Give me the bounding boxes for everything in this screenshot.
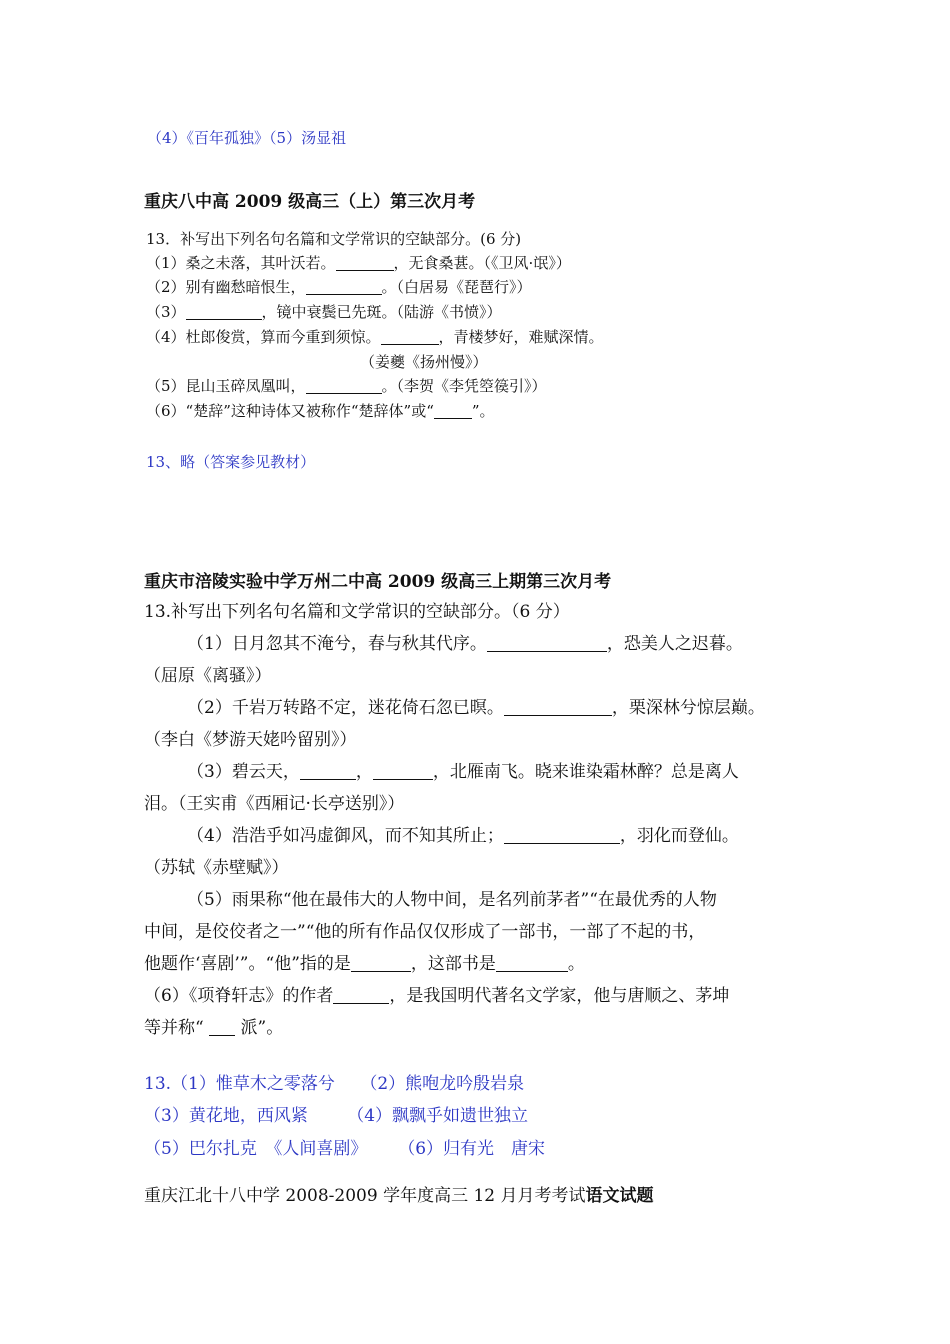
question-line: （苏轼《赤壁赋》） — [144, 858, 289, 878]
question-item: （1）桑之未落，其叶沃若。 ，无食桑葚。（《卫风·氓》） — [146, 254, 571, 272]
section-heading-1: 重庆八中高 2009 级高三（上）第三次月考 — [144, 192, 476, 212]
question-item: （5）昆山玉碎凤凰叫， 。（李贺《李凭箜篌引》） — [146, 377, 547, 395]
question-line: （屈原《离骚》） — [144, 666, 272, 686]
answer-line-1: 13、略（答案参见教材） — [146, 453, 316, 471]
section-heading-2: 重庆市涪陵实验中学万州二中高 2009 级高三上期第三次月考 — [144, 572, 612, 592]
question-title-1: 13．补写出下列名句名篇和文学常识的空缺部分。(6 分) — [146, 230, 522, 248]
question-item: （3） ，镜中衰鬓已先斑。（陆游《书愤》） — [146, 303, 502, 321]
question-line: （李白《梦游天姥吟留别》） — [144, 730, 357, 750]
question-line: 他题作‘喜剧’”。“他”指的是 ，这部书是 。 — [144, 954, 585, 974]
question-item: （6）“楚辞”这种诗体又被称作“楚辞体”或“ ”。 — [146, 402, 495, 420]
question-line: （1）日月忽其不淹兮，春与秋其代序。 ，恐美人之迟暮。 — [187, 634, 743, 654]
question-line: （6）《项脊轩志》的作者 ，是我国明代著名文学家，他与唐顺之、茅坤 — [144, 986, 730, 1006]
question-line: （2）千岩万转路不定，迷花倚石忽已暝。 ，栗深林兮惊层巅。 — [187, 698, 765, 718]
answer-line: （5）巴尔扎克 《人间喜剧》 （6）归有光 唐宋 — [144, 1139, 546, 1159]
question-item: （2）别有幽愁暗恨生， 。（白居易《琵琶行》） — [146, 278, 532, 296]
question-line: （4）浩浩乎如冯虚御风，而不知其所止； ，羽化而登仙。 — [187, 826, 739, 846]
question-item: （4）杜郎俊赏，算而今重到须惊。 ，青楼梦好，难赋深情。 — [146, 328, 604, 346]
question-title-2: 13.补写出下列名句名篇和文学常识的空缺部分。（6 分） — [144, 602, 570, 622]
question-line: （3）碧云天， ， ，北雁南飞。晓来谁染霜林醉？总是离人 — [187, 762, 739, 782]
section-heading-3: 重庆江北十八中学 2008-2009 学年度高三 12 月月考考试语文试题 — [144, 1186, 654, 1206]
previous-answer-line: （4）《百年孤独》（5）汤显祖 — [147, 129, 347, 147]
question-line: （5）雨果称“他在最伟大的人物中间，是名列前茅者”“在最优秀的人物 — [187, 890, 717, 910]
question-line: 泪。（王实甫《西厢记·长亭送别》） — [144, 794, 405, 814]
answer-line: （3）黄花地，西风紧 （4）飘飘乎如遗世独立 — [144, 1106, 529, 1126]
question-item-source: （姜夔《扬州慢》） — [360, 353, 488, 371]
answer-line: 13.（1）惟草木之零落兮 （2）熊咆龙吟殷岩泉 — [144, 1074, 525, 1094]
question-line: 中间，是佼佼者之一”“他的所有作品仅仅形成了一部书，一部了不起的书， — [144, 922, 706, 942]
question-line: 等并称“ 派”。 — [144, 1018, 284, 1038]
